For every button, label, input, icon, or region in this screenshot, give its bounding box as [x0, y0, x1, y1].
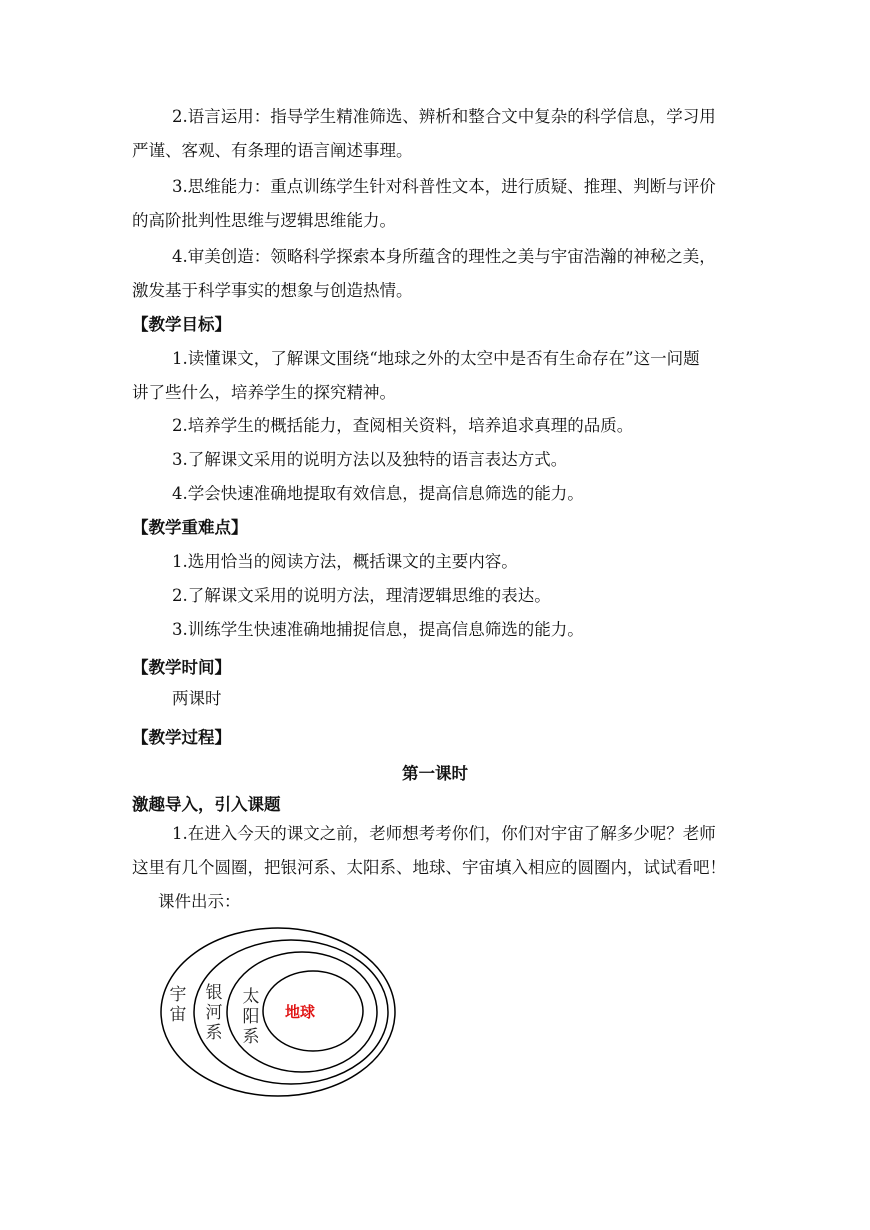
- process-p1-line2: 这里有几个圆圈，把银河系、太阳系、地球、宇宙填入相应的圆圈内，试试看吧！: [132, 858, 726, 877]
- competence-p3-line2: 的高阶批判性思维与逻辑思维能力。: [132, 211, 396, 230]
- competence-p4-line2: 激发基于科学事实的想象与创造热情。: [132, 281, 413, 300]
- goal-1-line2: 讲了些什么，培养学生的探究精神。: [132, 383, 396, 402]
- galaxy-char-1: 银: [205, 983, 223, 1003]
- goal-3: 3.了解课文采用的说明方法以及独特的语言表达方式。: [172, 450, 568, 469]
- time-value: 两课时: [172, 689, 222, 708]
- lesson-title: 第一课时: [402, 764, 468, 783]
- key-points-heading: 【教学重难点】: [132, 518, 248, 537]
- universe-char-1: 宇: [169, 985, 187, 1005]
- section-title: 激趣导入，引入课题: [132, 795, 281, 814]
- nested-circles-diagram: [158, 922, 398, 1102]
- galaxy-char-2: 河: [205, 1003, 223, 1023]
- universe-circle: [161, 928, 395, 1096]
- process-p1-line1: 1.在进入今天的课文之前，老师想考考你们，你们对宇宙了解多少呢？老师: [172, 824, 716, 843]
- competence-p3-line1: 3.思维能力：重点训练学生针对科普性文本，进行质疑、推理、判断与评价: [172, 177, 716, 196]
- process-heading: 【教学过程】: [132, 728, 231, 747]
- solar-char-1: 太: [242, 987, 260, 1007]
- solar-char-2: 阳: [242, 1007, 260, 1027]
- solar-char-3: 系: [242, 1027, 260, 1047]
- galaxy-char-3: 系: [205, 1023, 223, 1043]
- time-heading: 【教学时间】: [132, 658, 231, 677]
- competence-p2-line1: 2.语言运用：指导学生精准筛选、辨析和整合文中复杂的科学信息，学习用: [172, 107, 716, 126]
- key-point-3: 3.训练学生快速准确地捕捉信息，提高信息筛选的能力。: [172, 620, 584, 639]
- goals-heading: 【教学目标】: [132, 315, 231, 334]
- courseware-label: 课件出示：: [158, 892, 241, 911]
- competence-p4-line1: 4.审美创造：领略科学探索本身所蕴含的理性之美与宇宙浩瀚的神秘之美，: [172, 247, 716, 266]
- earth-label: 地球: [284, 1003, 316, 1021]
- goal-2: 2.培养学生的概括能力，查阅相关资料，培养追求真理的品质。: [172, 416, 634, 435]
- key-point-1: 1.选用恰当的阅读方法，概括课文的主要内容。: [172, 552, 518, 571]
- key-point-2: 2.了解课文采用的说明方法，理清逻辑思维的表达。: [172, 586, 551, 605]
- goal-1-line1: 1.读懂课文，了解课文围绕“地球之外的太空中是否有生命存在”这一问题: [172, 349, 700, 368]
- goal-4: 4.学会快速准确地提取有效信息，提高信息筛选的能力。: [172, 484, 584, 503]
- competence-p2-line2: 严谨、客观、有条理的语言阐述事理。: [132, 141, 413, 160]
- universe-char-2: 宙: [169, 1005, 187, 1025]
